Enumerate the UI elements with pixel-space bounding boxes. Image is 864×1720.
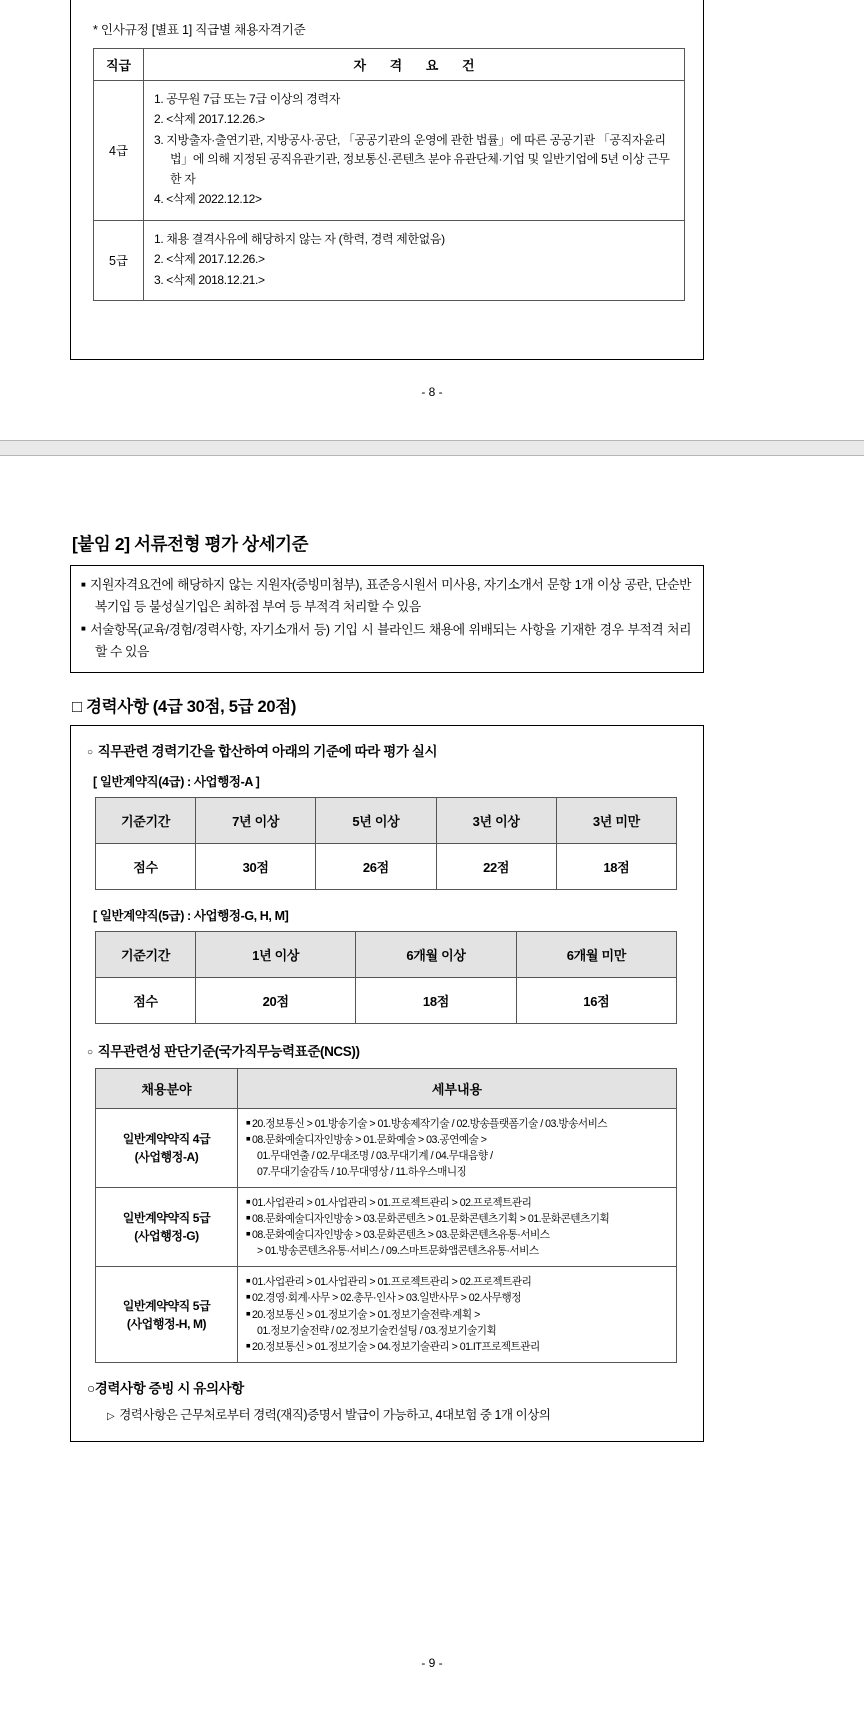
ncs-field-cell [96,1187,238,1266]
page-number-1: - 8 - [421,385,443,399]
circle-bullet-icon: ○ [87,1046,93,1058]
square-bullet-icon: ■ [246,1229,251,1239]
list-item: 1. 공무원 7급 또는 7급 이상의 경력자 [154,92,341,106]
ncs-detail-line [246,1211,670,1227]
qualification-cell-5 [144,220,685,300]
column-header-field: 채용분야 [96,1068,238,1108]
score-cell: 22점 [436,843,556,889]
career-lead [87,740,687,760]
ncs-detail-cell [238,1108,677,1187]
table-header-row [94,49,685,81]
page-1-content-frame [70,0,704,360]
column-header: 6개월 이상 [356,931,516,977]
score-table-grade4 [95,797,677,890]
ncs-detail-text: 08.문화예술디자인방송 > 01.문화예술 > 03.공연예술 > [252,1133,487,1146]
score-cell: 26점 [316,843,436,889]
ncs-detail-line [246,1307,670,1323]
ncs-detail-text: 08.문화예술디자인방송 > 03.문화콘텐츠 > 03.문화콘텐츠유통·서비스 [252,1229,550,1242]
square-bullet-icon: ■ [246,1117,251,1127]
section-title-career: □ 경력사항 (4급 30점, 5급 20점) [72,697,297,716]
column-header: 7년 이상 [196,797,316,843]
column-header-grade: 직급 [94,49,144,81]
ncs-detail-line [246,1339,670,1355]
circle-bullet-icon: ○ [87,746,93,758]
ncs-detail-cont: 01.무대연출 / 02.무대조명 / 03.무대기계 / 04.무대음향 / [257,1149,493,1162]
square-bullet-icon: ■ [81,624,87,634]
qualification-table [93,48,685,301]
ncs-field-cell [96,1267,238,1362]
row-label: 점수 [96,977,196,1023]
square-bullet-icon: ■ [246,1196,251,1206]
ncs-detail-line [246,1227,670,1243]
ncs-field-line2: (사업행정-G) [134,1229,199,1244]
notice-item [81,574,691,619]
proof-lead [87,1377,687,1397]
ncs-detail-text: 20.정보통신 > 01.정보기술 > 04.정보기술관리 > 01.IT프로젝트관리 [252,1340,540,1353]
grade-cell-4: 4급 [94,81,144,221]
ncs-detail-cell [238,1187,677,1266]
ncs-table [95,1068,677,1363]
triangle-bullet-icon: ▷ [107,1410,115,1422]
score-table-b-label: [ 일반계약직(5급) : 사업행정-G, H, M] [93,908,289,923]
ncs-field-cell [96,1108,238,1187]
circle-bullet-icon: ○ [87,1380,95,1396]
grade-cell-5: 5급 [94,220,144,300]
proof-note [107,1405,687,1425]
column-header: 3년 이상 [436,797,556,843]
column-header: 기준기간 [96,931,196,977]
column-header: 기준기간 [96,797,196,843]
document-page-1 [0,0,864,440]
page-number-2: - 9 - [421,1656,443,1670]
score-cell: 20점 [196,977,356,1023]
table-header-row [96,931,677,977]
score-cell: 18점 [356,977,516,1023]
notice-item-text: 서술항목(교육/경험/경력사항, 자기소개서 등) 기입 시 블라인드 채용에 위배되는 사항을 기재한 경우 부적격 처리할 수 있음 [90,621,691,660]
square-bullet-icon: ■ [246,1340,251,1350]
ncs-detail-text: 02.경영·회계·사무 > 02.총무·인사 > 03.일반사무 > 02.사무행정 [252,1292,521,1305]
career-lead-text: 직무관련 경력기간을 합산하여 아래의 기준에 따라 평가 실시 [97,743,438,759]
column-header: 3년 미만 [556,797,676,843]
ncs-detail-line [246,1274,670,1290]
regulation-note: * 인사규정 [별표 1] 직급별 채용자격기준 [93,23,306,37]
ncs-field-line1: 일반계약약직 5급 [122,1298,211,1313]
table-row [96,1187,677,1266]
ncs-detail-text: 08.문화예술디자인방송 > 03.문화콘텐츠 > 01.문화콘텐츠기획 > 01.문화콘텐츠기획 [252,1213,610,1226]
table-row [94,81,685,221]
square-bullet-icon: ■ [246,1308,251,1318]
column-header-qualification: 자 격 요 건 [144,49,685,81]
proof-lead-text: 경력사항 증빙 시 유의사항 [94,1380,244,1396]
ncs-detail-line [246,1195,670,1211]
ncs-detail-cell [238,1267,677,1362]
ncs-detail-line [246,1132,670,1148]
table-row [96,1267,677,1362]
table-header-row [96,797,677,843]
list-item: 1. 채용 결격사유에 해당하지 않는 자 (학력, 경력 제한없음) [154,231,445,246]
score-cell: 16점 [516,977,676,1023]
ncs-detail-line [246,1116,670,1132]
notice-item [81,619,691,664]
column-header: 6개월 미만 [516,931,676,977]
square-bullet-icon: ■ [246,1276,251,1286]
square-bullet-icon: ■ [246,1292,251,1302]
list-item: 3. 지방출자·출연기관, 지방공사·공단, 「공공기관의 운영에 관한 법률」에 따른 공공기관 「공직자윤리법」에 의해 지정된 공직유관기관, 정보통신·콘텐츠 분야 유관단체·기업 및 일반기업에 5년 이상 근무한 자 [154,132,670,186]
ncs-detail-text: 20.정보통신 > 01.방송기술 > 01.방송제작기술 / 02.방송플랫폼기술 / 03.방송서비스 [252,1117,608,1130]
ncs-detail-cont: > 01.방송콘텐츠유통·서비스 / 09.스마트문화앱콘텐츠유통·서비스 [257,1245,539,1258]
square-bullet-icon: ■ [81,579,87,589]
list-item: 2. <삭제 2017.12.26.> [154,252,265,267]
notice-box [70,565,704,673]
career-section-box [70,725,704,1442]
ncs-detail-text: 01.사업관리 > 01.사업관리 > 01.프로젝트관리 > 02.프로젝트관리 [252,1276,532,1289]
proof-note-text: 경력사항은 근무처로부터 경력(재직)증명서 발급이 가능하고, 4대보험 중 1개 이상의 [119,1407,551,1422]
table-row [94,220,685,300]
ncs-field-line2: (사업행정-A) [134,1149,199,1164]
ncs-detail-text: 01.사업관리 > 01.사업관리 > 01.프로젝트관리 > 02.프로젝트관리 [252,1196,532,1209]
table-header-row [96,1068,677,1108]
score-table-grade5 [95,931,677,1024]
score-cell: 30점 [196,843,316,889]
ncs-detail-cont: 01.정보기술전략 / 02.정보기술컨설팅 / 03.정보기술기획 [257,1324,497,1337]
score-table-a-label: [ 일반계약직(4급) : 사업행정-A ] [93,774,260,789]
page-title: [붙임 2] 서류전형 평가 상세기준 [72,534,309,554]
square-bullet-icon: ■ [246,1213,251,1223]
list-item: 2. <삭제 2017.12.26.> [154,112,265,127]
page-separator [0,440,864,456]
ncs-detail-line [246,1290,670,1306]
score-cell: 18점 [556,843,676,889]
ncs-lead-text: 직무관련성 판단기준(국가직무능력표준(NCS)) [97,1043,360,1059]
ncs-field-line1: 일반계약약직 5급 [122,1211,211,1226]
row-label: 점수 [96,843,196,889]
notice-item-text: 지원자격요건에 해당하지 않는 지원자(증빙미첨부), 표준응시원서 미사용, 자기소개서 문항 1개 이상 공란, 단순반복기입 등 불성실기입은 최하점 부여 등 부적격 처리할 수 있음 [90,577,692,615]
table-row [96,1108,677,1187]
ncs-field-line2: (사업행정-H, M) [126,1316,207,1331]
column-header: 5년 이상 [316,797,436,843]
document-page-2 [0,456,864,1711]
table-row [96,843,677,889]
ncs-detail-cont: 07.무대기술감독 / 10.무대영상 / 11.하우스매니징 [257,1165,467,1178]
square-bullet-icon: ■ [246,1133,251,1143]
qualification-cell-4 [144,81,685,221]
ncs-field-line1: 일반계약약직 4급 [122,1131,211,1146]
column-header: 1년 이상 [196,931,356,977]
list-item: 3. <삭제 2018.12.21.> [154,272,265,287]
ncs-detail-text: 20.정보통신 > 01.정보기술 > 01.정보기술전략·계획 > [252,1308,480,1321]
list-item: 4. <삭제 2022.12.12> [154,192,262,207]
table-row [96,977,677,1023]
ncs-lead [87,1040,687,1060]
column-header-detail: 세부내용 [238,1068,677,1108]
